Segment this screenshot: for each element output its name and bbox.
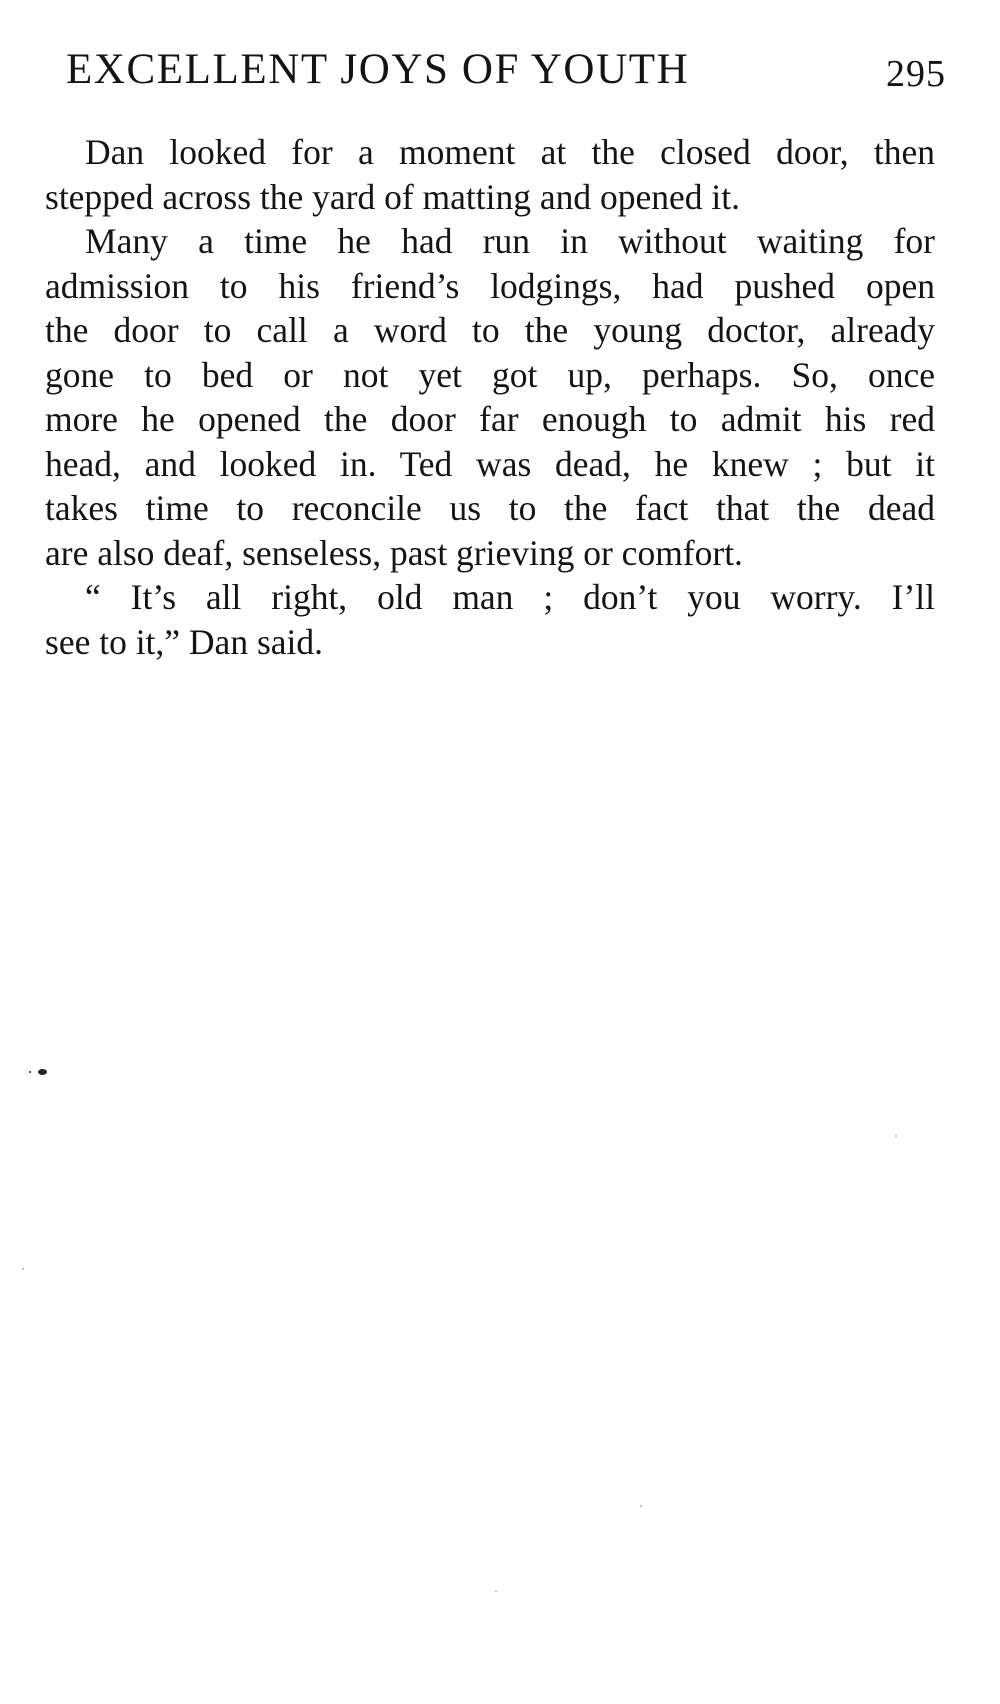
text-line: admission to his friend’s lodgings, had pushed open	[45, 265, 935, 306]
ink-speck	[29, 1071, 31, 1073]
text-line: “ It’s all right, old man ; don’t you worry. I’ll	[85, 577, 935, 617]
text-line: takes time to reconcile us to the fact that the dead	[45, 488, 935, 528]
text-line: Dan looked for a moment at the closed door, then	[85, 132, 935, 172]
text-line: the door to call a word to the young doctor, already	[45, 310, 935, 350]
running-title: EXCELLENT JOYS OF YOUTH	[66, 46, 690, 93]
ink-speck	[895, 1135, 897, 1137]
text-line: head, and looked in. Ted was dead, he knew ; but it	[45, 443, 935, 484]
text-line: are also deaf, senseless, past grieving or comfort.	[45, 532, 743, 573]
ink-speck	[495, 1590, 497, 1592]
page-number: 295	[886, 53, 946, 95]
ink-speck	[22, 1268, 24, 1270]
text-line: Many a time he had run in without waiting for	[85, 221, 935, 261]
running-head	[66, 40, 946, 100]
body-text	[45, 130, 935, 664]
text-line: gone to bed or not yet got up, perhaps. So, once	[45, 354, 935, 395]
text-line: see to it,” Dan said.	[45, 621, 324, 662]
text-line: stepped across the yard of matting and opened it.	[45, 176, 741, 217]
ink-speck	[38, 1069, 47, 1075]
ink-speck	[640, 1505, 642, 1507]
text-line: more he opened the door far enough to admit his red	[45, 399, 935, 439]
